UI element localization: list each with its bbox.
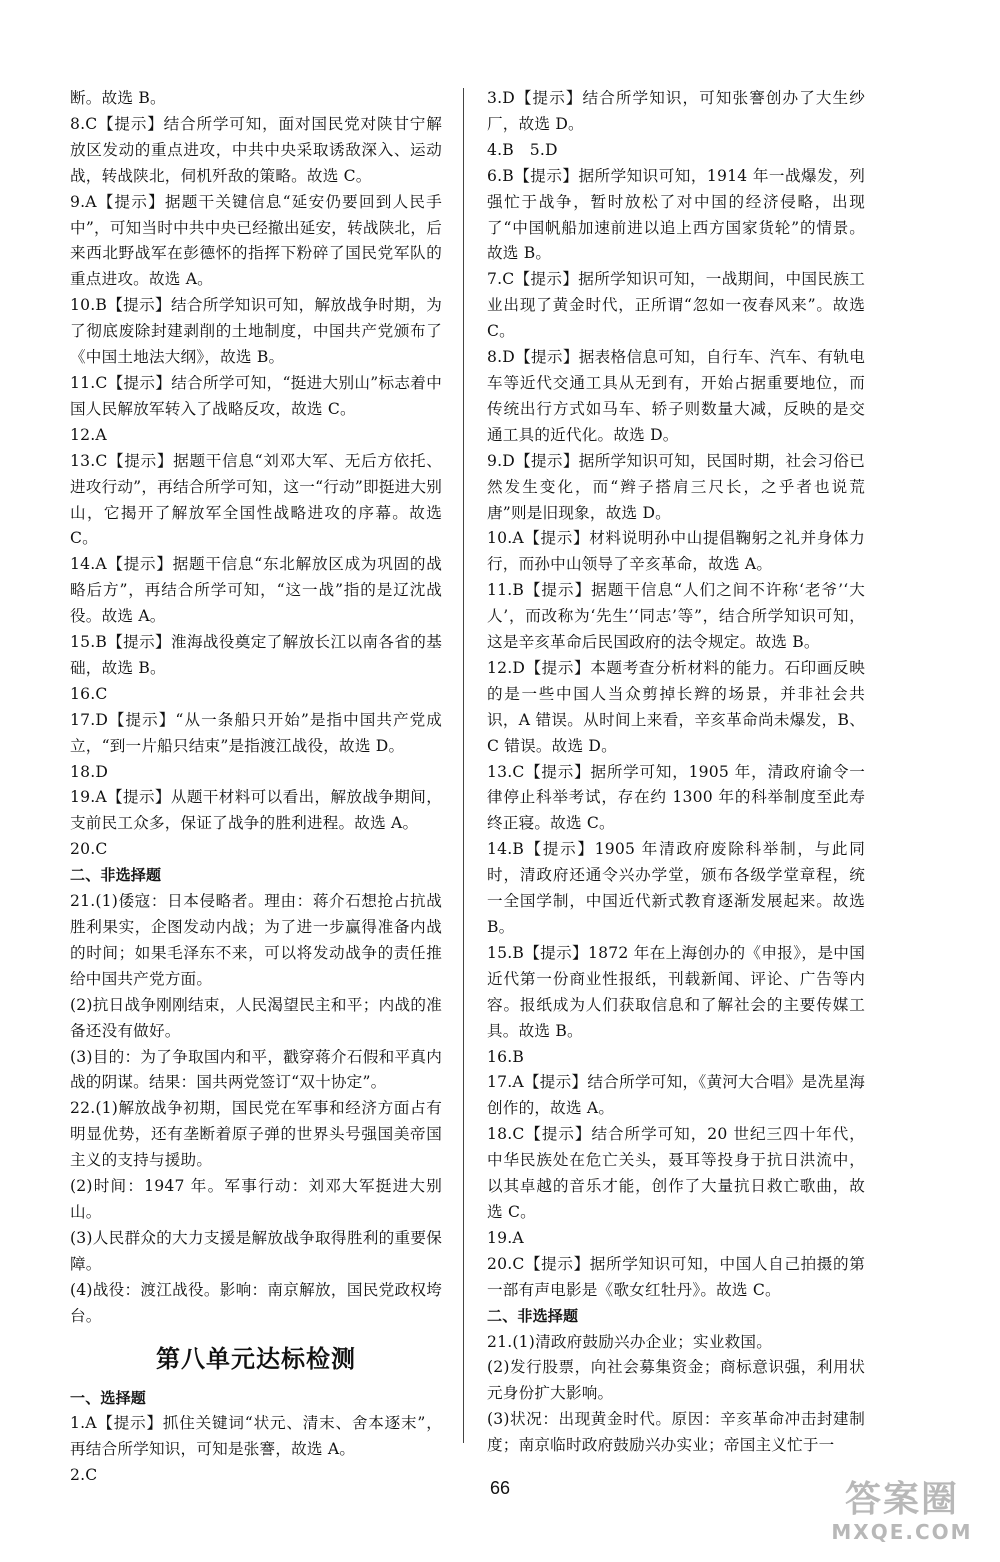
answer-line: 2.C bbox=[70, 1466, 98, 1485]
answer-line: 20.C【提示】据所学知识可知，中国人自己拍摄的第一部有声电影是《歌女红牡丹》。故选 C。 bbox=[487, 1254, 865, 1299]
answer-line: 10.B【提示】结合所学知识可知，解放战争时期，为了彻底废除封建剥削的土地制度，中国共产党颁布了《中国土地法大纲》，故选 B。 bbox=[70, 296, 442, 367]
answer-line: 22.(1)解放战争初期，国民党在军事和经济方面占有明显优势，还有垄断着原子弹的世界头号强国美帝国主义的支持与援助。 bbox=[70, 1099, 442, 1170]
section-heading: 二、非选择题 bbox=[487, 1306, 579, 1325]
page-number: 66 bbox=[489, 1478, 511, 1498]
answer-line: 8.D【提示】据表格信息可知，自行车、汽车、有轨电车等近代交通工具从无到有，开始占据重要地位，而传统出行方式如马车、轿子则数量大减，反映的是交通工具的近代化。故选 D。 bbox=[487, 348, 865, 444]
answer-line: 9.D【提示】据所学知识可知，民国时期，社会习俗已然发生变化，而“辫子搭肩三尺长，之乎者也说荒唐”则是旧现象，故选 D。 bbox=[487, 451, 865, 522]
answer-line: (3)状况：出现黄金时代。原因：辛亥革命冲击封建制度；南京临时政府鼓励兴办实业；帝国主义忙于一 bbox=[487, 1410, 865, 1455]
answer-line: (2)抗日战争刚刚结束，人民渴望民主和平；内战的准备还没有做好。 bbox=[70, 995, 442, 1040]
answer-line: 18.C【提示】结合所学可知，20 世纪三四十年代，中华民族处在危亡关头，聂耳等投身于抗日洪流中，以其卓越的音乐才能，创作了大量抗日救亡歌曲，故选 C。 bbox=[487, 1125, 865, 1221]
answer-line: 3.D【提示】结合所学知识，可知张謇创办了大生纱厂，故选 D。 bbox=[487, 89, 865, 133]
answer-line: 11.C【提示】结合所学可知，“挺进大别山”标志着中国人民解放军转入了战略反攻，故选 C。 bbox=[70, 373, 442, 418]
section-heading: 二、非选择题 bbox=[70, 866, 162, 885]
right-column bbox=[487, 86, 865, 1459]
answer-line: 15.B【提示】1872 年在上海创办的《申报》，是中国近代第一份商业性报纸，刊载新闻、评论、广告等内容。报纸成为人们获取信息和了解社会的主要传媒工具。故选 B。 bbox=[487, 943, 865, 1040]
answer-line: 12.D【提示】本题考查分析材料的能力。石印画反映的是一些中国人当众剪掉长辫的场景，并非社会共识，A 错误。从时间上来看，辛亥革命尚未爆发，B、C 错误。故选 D。 bbox=[487, 658, 865, 755]
answer-line: 21.(1)倭寇：日本侵略者。理由：蒋介石想抢占抗战胜利果实，企图发动内战；为了进一步赢得准备内战的时间；如果毛泽东不来，可以将发动战争的责任推给中国共产党方面。 bbox=[70, 892, 442, 988]
unit-title: 第八单元达标检测 bbox=[156, 1344, 356, 1373]
answer-line: 16.B bbox=[487, 1047, 525, 1066]
answer-line: 9.A【提示】据题干关键信息“延安仍要回到人民手中”，可知当时中共中央已经撤出延安，转战陕北，后来西北野战军在彭德怀的指挥下粉碎了国民党军队的重点进攻。故选 A。 bbox=[70, 192, 442, 289]
answer-line: 18.D bbox=[70, 762, 109, 781]
answer-line: 19.A【提示】从题干材料可以看出，解放战争期间，支前民工众多，保证了战争的胜利进程。故选 A。 bbox=[70, 788, 442, 833]
watermark-text-bottom: MXQE.COM bbox=[831, 1520, 973, 1544]
watermark-text-top: 答案圈 bbox=[844, 1479, 959, 1520]
answer-line: (2)时间：1947 年。军事行动：刘邓大军挺进大别山。 bbox=[70, 1177, 442, 1221]
answer-line: (3)人民群众的大力支援是解放战争取得胜利的重要保障。 bbox=[70, 1228, 442, 1273]
answer-line: 断。故选 B。 bbox=[70, 89, 166, 107]
section-heading: 一、选择题 bbox=[70, 1388, 147, 1407]
answer-line: 7.C【提示】据所学知识可知，一战期间，中国民族工业出现了黄金时代，正所谓“忽如一夜春风来”。故选 C。 bbox=[487, 270, 865, 341]
answer-line: 14.B【提示】1905 年清政府废除科举制，与此同时，清政府还通令兴办学堂，颁布各级学堂章程，统一全国学制，中国近代新式教育逐渐发展起来。故选 B。 bbox=[487, 840, 865, 936]
answer-line: 21.(1)清政府鼓励兴办企业；实业救国。 bbox=[487, 1332, 772, 1351]
answer-line: 16.C bbox=[70, 684, 108, 703]
answer-line: 19.A bbox=[487, 1228, 524, 1247]
answer-line: 15.B【提示】淮海战役奠定了解放长江以南各省的基础，故选 B。 bbox=[70, 633, 442, 677]
answer-line: 11.B【提示】据题干信息“人们之间不许称‘老爷’‘大人’，而改称为‘先生’‘同志’等”，结合所学知识可知，这是辛亥革命后民国政府的法令规定。故选 B。 bbox=[487, 581, 865, 652]
answer-line: 12.A bbox=[70, 425, 107, 444]
column-divider bbox=[463, 88, 464, 1443]
answer-line: 20.C bbox=[70, 840, 108, 859]
answer-line: 10.A【提示】材料说明孙中山提倡鞠躬之礼并身体力行，而孙中山领导了辛亥革命，故选 A。 bbox=[487, 529, 865, 574]
answer-line: 1.A【提示】抓住关键词“状元、清末、舍本逐末”，再结合所学知识，可知是张謇，故选 A。 bbox=[70, 1414, 442, 1459]
answer-line: 8.C【提示】结合所学可知，面对国民党对陕甘宁解放区发动的重点进攻，中共中央采取诱敌深入、运动战，转战陕北，伺机歼敌的策略。故选 C。 bbox=[70, 114, 442, 185]
answer-line: 17.A【提示】结合所学可知，《黄河大合唱》是冼星海创作的，故选 A。 bbox=[487, 1073, 865, 1118]
answer-line: 13.C【提示】据所学可知，1905 年，清政府谕令一律停止科举考试，存在约 1300 年的科举制度至此寿终正寝。故选 C。 bbox=[487, 762, 865, 833]
answer-line: 6.B【提示】据所学知识可知，1914 年一战爆发，列强忙于战争，暂时放松了对中国的经济侵略，出现了“中国帆船加速前进以追上西方国家货轮”的情景。故选 B。 bbox=[487, 166, 865, 263]
answer-line: 14.A【提示】据题干信息“东北解放区成为巩固的战略后方”，再结合所学可知，“这一战”指的是辽沈战役。故选 A。 bbox=[70, 555, 442, 626]
answer-line: 4.B 5.D bbox=[487, 140, 558, 159]
watermark-logo bbox=[822, 1480, 982, 1552]
answer-line: 13.C【提示】据题干信息“刘邓大军、无后方依托、进攻行动”，再结合所学可知，这一“行动”即挺进大别山，它揭开了解放军全国性战略进攻的序幕。故选 C。 bbox=[70, 451, 442, 548]
answer-line: 17.D【提示】“从一条船只开始”是指中国共产党成立，“到一片船只结束”是指渡江战役，故选 D。 bbox=[70, 710, 442, 755]
left-column bbox=[70, 86, 442, 1489]
answer-line: (4)战役：渡江战役。影响：南京解放，国民党政权垮台。 bbox=[70, 1280, 442, 1325]
answer-line: (3)目的：为了争取国内和平，戳穿蒋介石假和平真内战的阴谋。结果：国共两党签订“双十协定”。 bbox=[70, 1047, 442, 1092]
answer-line: (2)发行股票，向社会募集资金；商标意识强，利用状元身份扩大影响。 bbox=[487, 1358, 865, 1403]
